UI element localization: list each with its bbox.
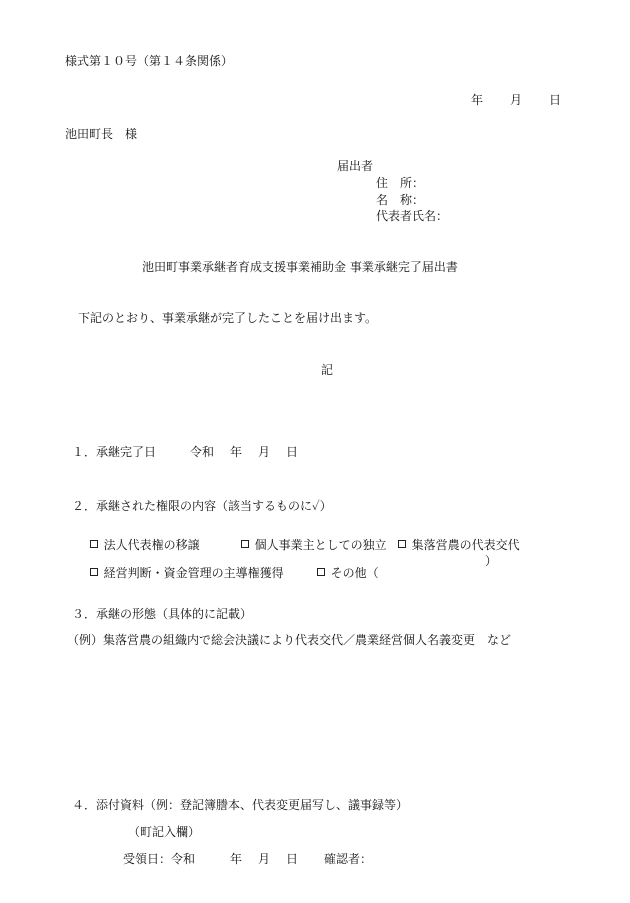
checkbox[interactable]: [317, 568, 325, 576]
option-corporate-representation[interactable]: 法人代表権の移譲: [82, 527, 200, 551]
received-month: 月: [258, 852, 271, 866]
section1-era: 令和: [190, 445, 215, 459]
section3-label: ３．承継の形態（具体的に記載）: [72, 607, 253, 621]
section1-month: 月: [258, 445, 271, 459]
applicant-heading: 届出者: [337, 159, 374, 173]
checkbox[interactable]: [90, 540, 98, 548]
ki-heading: 記: [321, 363, 334, 377]
option-other-close: ）: [485, 554, 498, 568]
section2-label: ２．承継された権限の内容（該当するものに✓）: [72, 499, 332, 513]
option-sole-proprietor[interactable]: 個人事業主としての独立: [233, 527, 387, 551]
checkbox[interactable]: [241, 540, 249, 548]
date-month: 月: [510, 93, 523, 107]
option-management-control[interactable]: 経営判断・資金管理の主導権獲得: [82, 555, 284, 579]
confirmer-label: 確認者：: [324, 852, 373, 866]
section4-label: ４．添付資料（例：登記簿謄本、代表変更届写し、議事録等）: [72, 798, 409, 812]
form-number: 様式第１０号（第１４条関係）: [65, 54, 234, 68]
checkbox[interactable]: [90, 568, 98, 576]
intro-text: 下記のとおり、事業承継が完了したことを届け出ます。: [78, 311, 378, 325]
section1-label: １．承継完了日: [72, 445, 157, 459]
received-label: 受領日：令和: [123, 852, 196, 866]
date-year: 年: [471, 93, 484, 107]
addressee: 池田町長 様: [65, 127, 138, 141]
representative-label: 代表者氏名：: [376, 209, 449, 223]
document-title: 池田町事業承継者育成支援事業補助金 事業承継完了届出書: [142, 260, 458, 274]
received-day: 日: [286, 852, 299, 866]
checkbox[interactable]: [398, 540, 406, 548]
received-year: 年: [230, 852, 243, 866]
option-community-farming[interactable]: 集落営農の代表交代: [390, 527, 520, 551]
address-label: 住 所：: [376, 176, 425, 190]
section1-year: 年: [230, 445, 243, 459]
date-day: 日: [549, 93, 562, 107]
section3-example: （例）集落営農の組織内で総会決議により代表交代／農業経営個人名義変更 など: [67, 633, 512, 647]
name-label: 名 称：: [376, 193, 425, 207]
option-other[interactable]: その他（: [309, 555, 379, 579]
section1-day: 日: [286, 445, 299, 459]
office-use-label: （町記入欄）: [128, 825, 201, 839]
